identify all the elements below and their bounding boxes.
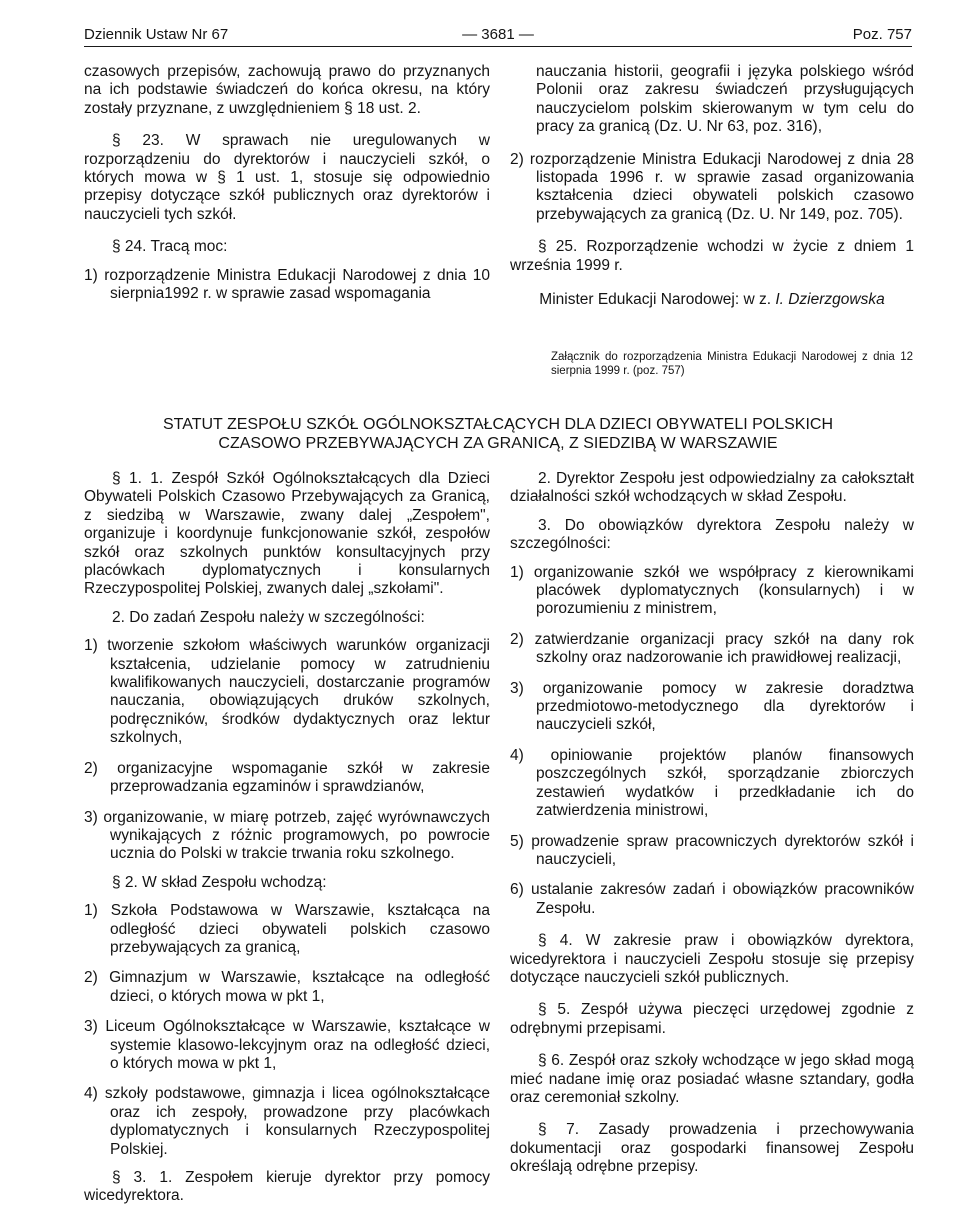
list-item: 1) organizowanie szkół we współpracy z kierownikami placówek dyplomatycznych (konsularnych) i w porozumieniu z ministrem, bbox=[510, 563, 914, 618]
annex-note: Załącznik do rozporządzenia Ministra Edukacji Narodowej z dnia 12 sierpnia 1999 r. (poz. 757) bbox=[551, 351, 913, 377]
list bbox=[510, 564, 914, 919]
list-item: 2) zatwierdzanie organizacji pracy szkół na dany rok szkolny oraz nadzorowanie ich prawidłowej realizacji, bbox=[510, 630, 914, 667]
paragraph: 2. Dyrektor Zespołu jest odpowiedzialny za całokształt działalności szkół wchodzących w skład Zespołu. bbox=[510, 470, 914, 506]
paragraph: nauczania historii, geografii i języka polskiego wśród Polonii oraz zakresu świadczeń przysługujących nauczycielom polskim skierowanym w tym celu do pracy za granicą (Dz. U. Nr 63, poz. 316), bbox=[536, 63, 914, 136]
list-item: 1) Szkoła Podstawowa w Warszawie, kształcąca na odległość dzieci obywateli polskich czasowo przebywających za granicą, bbox=[84, 902, 490, 956]
position-number: Poz. 757 bbox=[852, 26, 912, 43]
paragraph-section-23: § 23. W sprawach nie uregulowanych w rozporządzeniu do dyrektorów i nauczycieli szkół, o których mowa w § 1 ust. 1, stosuje się odpowiednio przepisy dotyczące szkół publicznych oraz dyrektorów i nauczycieli tych szkół. bbox=[84, 132, 490, 223]
paragraph-section-7: § 7. Zasady prowadzenia i przechowywania dokumentacji oraz gospodarki finansowej Zespołu określają odrębne przepisy. bbox=[510, 1121, 914, 1176]
paragraph-section-5: § 5. Zespół używa pieczęci urzędowej zgodnie z odrębnymi przepisami. bbox=[510, 1001, 914, 1037]
paragraph-section-6: § 6. Zespół oraz szkoły wchodzące w jego skład mogą mieć nadane imię oraz posiadać własne sztandary, godła oraz ceremoniał szkolny. bbox=[510, 1052, 914, 1106]
list-item: 4) szkoły podstawowe, gimnazja i licea ogólnokształcące oraz ich zespoły, prowadzone przy placówkach dyplomatycznych i konsularnych Rzeczypospolitej Polskiej. bbox=[84, 1085, 490, 1158]
signature bbox=[510, 291, 914, 309]
list-item: 2) rozporządzenie Ministra Edukacji Narodowej z dnia 28 listopada 1996 r. w sprawie zasad organizowania kształcenia dzieci obywateli polskich czasowo przebywających za granicą (Dz. U. Nr 149, poz. 705). bbox=[510, 150, 914, 223]
paragraph-section-4: § 4. W zakresie praw i obowiązków dyrektora, wicedyrektora i nauczycieli Zespołu stosuje się przepisy dotyczące nauczycieli szkół publicznych. bbox=[510, 932, 914, 986]
statute-title bbox=[84, 415, 912, 453]
paragraph-section-24: § 24. Tracą moc: bbox=[112, 238, 228, 256]
list-item: 4) opiniowanie projektów planów finansowych poszczególnych szkół, sporządzanie zbiorczych zestawień wydatków i przedkładanie ich do zatwierdzenia ministrowi, bbox=[510, 746, 914, 820]
list-item: 6) ustalanie zakresów zadań i obowiązków pracowników Zespołu. bbox=[510, 881, 914, 917]
page-header bbox=[84, 24, 912, 47]
list-item: 2) organizacyjne wspomaganie szkół w zakresie przeprowadzania egzaminów i sprawdzianów, bbox=[84, 759, 490, 796]
list bbox=[84, 637, 490, 863]
paragraph-section-3: § 3. 1. Zespołem kieruje dyrektor przy pomocy wicedyrektora. bbox=[84, 1169, 490, 1205]
paragraph: 3. Do obowiązków dyrektora Zespołu należy w szczególności: bbox=[510, 516, 914, 553]
list-item: 3) organizowanie pomocy w zakresie doradztwa przedmiotowo-metodycznego dla dyrektorów i nauczycieli szkół, bbox=[510, 679, 914, 734]
signature-prefix: Minister Edukacji Narodowej: w z. bbox=[539, 291, 776, 309]
title-line-1: STATUT ZESPOŁU SZKÓŁ OGÓLNOKSZTAŁCĄCYCH DLA DZIECI OBYWATELI POLSKICH bbox=[162, 416, 834, 433]
list-item: 5) prowadzenie spraw pracowniczych dyrektorów szkół i nauczycieli, bbox=[510, 832, 914, 868]
journal-title: Dziennik Ustaw Nr 67 bbox=[84, 26, 229, 43]
column-top-right bbox=[510, 63, 914, 309]
list-item: 2) Gimnazjum w Warszawie, kształcące na odległość dzieci, o których mowa w pkt 1, bbox=[84, 969, 490, 1005]
list-item: 3) organizowanie, w miarę potrzeb, zajęć wyrównawczych wynikających z różnic programowych, po powrocie ucznia do Polski w trakcie trwania roku szkolnego. bbox=[84, 808, 490, 863]
list-item: 1) rozporządzenie Ministra Edukacji Narodowej z dnia 10 sierpnia1992 r. w sprawie zasad wspomagania bbox=[84, 266, 490, 303]
list-item: 1) tworzenie szkołom właściwych warunków organizacji kształcenia, udzielanie pomocy w zatrudnieniu kwalifikowanych nauczycieli, dostarczanie programów nauczania, obowiązujących druków szkolnych, podręczników, środków dydaktycznych oraz lektur szkolnych, bbox=[84, 637, 490, 747]
title-line-2: CZASOWO PRZEBYWAJĄCYCH ZA GRANICĄ, Z SIEDZIBĄ W WARSZAWIE bbox=[218, 435, 778, 452]
paragraph-section-1: § 1. 1. Zespół Szkół Ogólnokształcących dla Dzieci Obywateli Polskich Czasowo Przebywających za Granicą, z siedzibą w Warszawie, zwany dalej „Zespołem", organizuje i koordynuje funkcjonowanie szkół, zespołów szkół oraz szkolnych punktów konsultacyjnych przy placówkach dyplomatycznych i konsularnych Rzeczypospolitej Polskiej, zwanych dalej „szkołami". bbox=[84, 470, 490, 598]
paragraph-section-2: § 2. W skład Zespołu wchodzą: bbox=[112, 873, 327, 891]
column-bottom-left bbox=[84, 470, 490, 1206]
page-number: — 3681 — bbox=[462, 26, 534, 43]
paragraph-section-25: § 25. Rozporządzenie wchodzi w życie z dniem 1 września 1999 r. bbox=[510, 238, 914, 274]
paragraph: czasowych przepisów, zachowują prawo do przyznanych na ich podstawie świadczeń do końca okresu, na który zostały przyznane, z uwzględnieniem § 18 ust. 2. bbox=[84, 63, 490, 117]
column-bottom-right bbox=[510, 470, 914, 1177]
column-top-left bbox=[84, 63, 490, 303]
signature-name: I. Dzierzgowska bbox=[775, 291, 885, 309]
list bbox=[84, 902, 490, 1159]
list-item: 3) Liceum Ogólnokształcące w Warszawie, kształcące w systemie klasowo-lekcyjnym oraz na odległość dzieci, o których mowa w pkt 1, bbox=[84, 1018, 490, 1072]
paragraph: 2. Do zadań Zespołu należy w szczególności: bbox=[112, 608, 425, 626]
